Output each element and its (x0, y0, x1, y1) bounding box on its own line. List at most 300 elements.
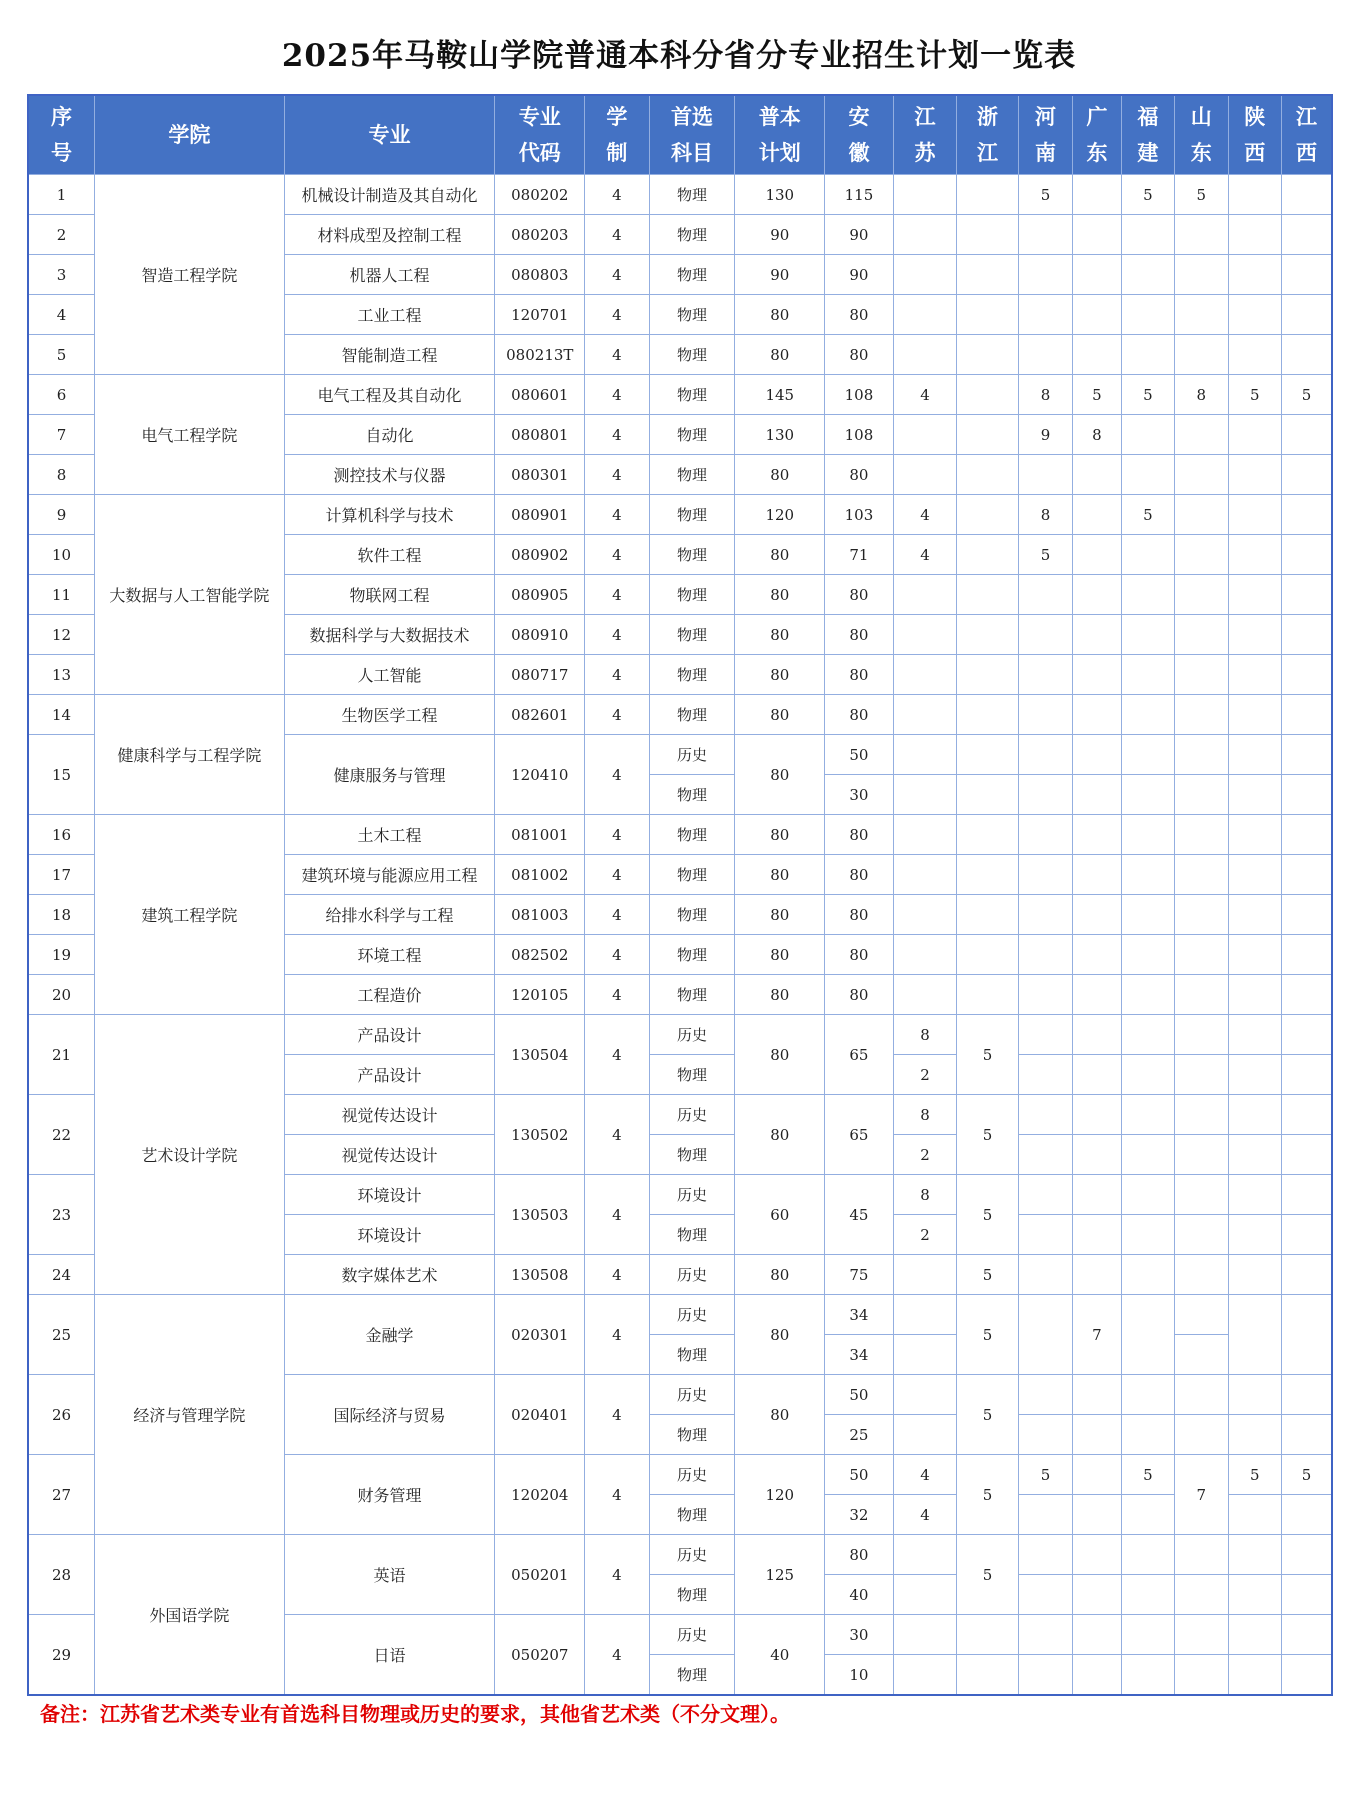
table-cell: 80 (735, 815, 825, 855)
table-cell (957, 535, 1019, 575)
table-cell: 4 (585, 615, 650, 655)
table-cell: 4 (585, 255, 650, 295)
table-cell (957, 175, 1019, 215)
table-cell (1121, 695, 1174, 735)
table-cell: 健康服务与管理 (284, 735, 495, 815)
table-cell: 8 (1073, 415, 1121, 455)
table-cell (1121, 1495, 1174, 1535)
table-cell: 视觉传达设计 (284, 1095, 495, 1135)
table-cell (1175, 575, 1228, 615)
table-cell (1018, 335, 1072, 375)
table-cell (1228, 1495, 1281, 1535)
table-cell (1175, 1655, 1228, 1696)
table-cell (1073, 1375, 1121, 1415)
table-cell: 物理 (649, 535, 735, 575)
table-cell: 历史 (649, 1295, 735, 1335)
table-cell: 5 (1018, 1455, 1072, 1495)
table-cell: 日语 (284, 1615, 495, 1696)
table-cell (1228, 735, 1281, 775)
table-cell: 4 (893, 1495, 957, 1535)
table-cell: 国际经济与贸易 (284, 1375, 495, 1455)
table-cell: 计算机科学与技术 (284, 495, 495, 535)
table-cell (893, 855, 957, 895)
table-cell: 4 (28, 295, 95, 335)
table-cell (1121, 655, 1174, 695)
table-cell: 建筑环境与能源应用工程 (284, 855, 495, 895)
table-cell (1281, 535, 1332, 575)
table-cell: 8 (893, 1175, 957, 1215)
table-cell: 2 (893, 1215, 957, 1255)
table-cell (1281, 1215, 1332, 1255)
table-cell: 80 (825, 655, 894, 695)
table-cell: 金融学 (284, 1295, 495, 1375)
table-cell: 081002 (495, 855, 585, 895)
table-cell (1281, 1655, 1332, 1696)
table-cell (1228, 1175, 1281, 1215)
table-cell: 4 (585, 1375, 650, 1455)
table-cell: 软件工程 (284, 535, 495, 575)
table-cell: 5 (1121, 375, 1174, 415)
table-header-row (28, 95, 1332, 175)
table-cell: 物理 (649, 1215, 735, 1255)
table-cell: 4 (585, 655, 650, 695)
table-cell: 智造工程学院 (95, 175, 285, 375)
table-cell: 80 (735, 535, 825, 575)
table-cell (1018, 1415, 1072, 1455)
table-cell (1073, 1415, 1121, 1455)
table-cell (1073, 695, 1121, 735)
table-cell: 80 (735, 1095, 825, 1175)
table-cell: 环境设计 (284, 1175, 495, 1215)
table-cell (1121, 1575, 1174, 1615)
table-cell: 080910 (495, 615, 585, 655)
table-cell (1018, 935, 1072, 975)
table-cell: 7 (1073, 1295, 1121, 1375)
table-cell (1175, 455, 1228, 495)
table-cell: 物理 (649, 1415, 735, 1455)
table-cell: 80 (825, 855, 894, 895)
table-cell: 5 (957, 1375, 1019, 1455)
table-cell: 5 (957, 1095, 1019, 1175)
table-cell: 80 (825, 895, 894, 935)
table-cell: 80 (825, 1535, 894, 1575)
table-cell: 7 (28, 415, 95, 455)
table-cell (1281, 215, 1332, 255)
table-cell (1281, 1535, 1332, 1575)
table-cell: 历史 (649, 1455, 735, 1495)
column-header: 河 南 (1018, 95, 1072, 175)
table-cell (1228, 1615, 1281, 1655)
table-cell (893, 295, 957, 335)
table-cell: 80 (735, 895, 825, 935)
table-cell (1228, 535, 1281, 575)
table-cell: 物理 (649, 815, 735, 855)
table-cell: 120410 (495, 735, 585, 815)
table-cell (1121, 1375, 1174, 1415)
table-cell: 5 (1018, 535, 1072, 575)
table-cell: 130503 (495, 1175, 585, 1255)
table-cell (1228, 1215, 1281, 1255)
table-cell: 自动化 (284, 415, 495, 455)
table-cell: 120105 (495, 975, 585, 1015)
table-cell (1175, 735, 1228, 775)
table-cell: 英语 (284, 1535, 495, 1615)
table-cell: 艺术设计学院 (95, 1015, 285, 1295)
table-cell (957, 655, 1019, 695)
table-cell (957, 255, 1019, 295)
table-cell: 5 (957, 1015, 1019, 1095)
table-cell (1073, 1175, 1121, 1215)
table-cell (1175, 1295, 1228, 1335)
table-cell: 工业工程 (284, 295, 495, 335)
table-cell: 物联网工程 (284, 575, 495, 615)
table-cell: 物理 (649, 455, 735, 495)
table-cell: 80 (735, 455, 825, 495)
table-cell: 4 (585, 295, 650, 335)
table-cell: 120 (735, 495, 825, 535)
table-cell: 082601 (495, 695, 585, 735)
column-header: 陕 西 (1228, 95, 1281, 175)
table-cell: 5 (957, 1175, 1019, 1255)
table-cell: 34 (825, 1295, 894, 1335)
table-cell (1175, 1375, 1228, 1415)
table-cell: 环境工程 (284, 935, 495, 975)
table-cell: 50 (825, 1455, 894, 1495)
table-cell (957, 215, 1019, 255)
table-cell: 17 (28, 855, 95, 895)
table-cell (1121, 535, 1174, 575)
table-cell (1018, 735, 1072, 775)
table-cell: 健康科学与工程学院 (95, 695, 285, 815)
table-cell (1073, 975, 1121, 1015)
table-cell: 80 (735, 655, 825, 695)
table-cell (1175, 895, 1228, 935)
table-cell (957, 375, 1019, 415)
table-cell (893, 1655, 957, 1696)
table-cell (1121, 455, 1174, 495)
table-cell: 物理 (649, 575, 735, 615)
table-cell: 历史 (649, 1175, 735, 1215)
table-cell: 大数据与人工智能学院 (95, 495, 285, 695)
table-cell (957, 895, 1019, 935)
table-cell (1281, 815, 1332, 855)
table-cell: 125 (735, 1535, 825, 1615)
table-cell: 081001 (495, 815, 585, 855)
table-cell: 物理 (649, 615, 735, 655)
table-cell: 29 (28, 1615, 95, 1696)
table-cell: 4 (893, 495, 957, 535)
table-cell: 16 (28, 815, 95, 855)
table-cell (1175, 1095, 1228, 1135)
table-cell: 4 (893, 535, 957, 575)
table-cell (1121, 735, 1174, 775)
table-cell: 080905 (495, 575, 585, 615)
table-cell: 10 (825, 1655, 894, 1696)
table-cell (1281, 575, 1332, 615)
table-cell: 5 (1228, 1455, 1281, 1495)
table-cell (893, 1255, 957, 1295)
table-cell (1073, 855, 1121, 895)
table-cell (1281, 1575, 1332, 1615)
table-cell (1175, 655, 1228, 695)
table-cell (1121, 1095, 1174, 1135)
footnote: 备注：江苏省艺术类专业有首选科目物理或历史的要求，其他省艺术类（不分文理）。 (40, 1702, 790, 1726)
table-cell: 75 (825, 1255, 894, 1295)
table-cell: 25 (825, 1415, 894, 1455)
table-cell (1073, 775, 1121, 815)
table-cell (1018, 575, 1072, 615)
table-cell: 120701 (495, 295, 585, 335)
table-cell: 71 (825, 535, 894, 575)
table-cell (1228, 1135, 1281, 1175)
table-cell (957, 815, 1019, 855)
table-cell (1018, 975, 1072, 1015)
table-cell (1175, 1135, 1228, 1175)
table-cell (1121, 1535, 1174, 1575)
table-cell: 5 (957, 1455, 1019, 1535)
table-cell: 10 (28, 535, 95, 575)
table-cell: 108 (825, 415, 894, 455)
table-cell: 050207 (495, 1615, 585, 1696)
table-cell (1175, 1015, 1228, 1055)
table-cell: 智能制造工程 (284, 335, 495, 375)
table-cell (1018, 1535, 1072, 1575)
table-cell (1121, 615, 1174, 655)
table-cell (1228, 695, 1281, 735)
table-cell: 历史 (649, 1375, 735, 1415)
table-cell: 80 (735, 575, 825, 615)
table-cell (1228, 215, 1281, 255)
table-cell: 80 (735, 855, 825, 895)
table-cell (1073, 1655, 1121, 1696)
table-cell: 7 (1175, 1455, 1228, 1535)
table-cell: 32 (825, 1495, 894, 1535)
table-cell (1228, 1095, 1281, 1135)
table-cell: 120 (735, 1455, 825, 1535)
table-cell (1018, 1015, 1072, 1055)
table-cell: 130504 (495, 1015, 585, 1095)
table-cell: 11 (28, 575, 95, 615)
table-cell (1281, 175, 1332, 215)
table-cell: 4 (585, 735, 650, 815)
table-cell (1018, 1615, 1072, 1655)
table-cell (893, 335, 957, 375)
column-header: 专业 代码 (495, 95, 585, 175)
table-cell (1073, 495, 1121, 535)
table-cell: 108 (825, 375, 894, 415)
table-cell (1073, 615, 1121, 655)
column-header: 学院 (95, 95, 285, 175)
table-cell (893, 1535, 957, 1575)
table-cell: 13 (28, 655, 95, 695)
table-cell (1281, 1015, 1332, 1055)
table-cell: 4 (585, 695, 650, 735)
table-cell: 80 (735, 615, 825, 655)
table-cell (1228, 255, 1281, 295)
table-cell (1281, 295, 1332, 335)
table-cell (1281, 1095, 1332, 1135)
table-cell (1018, 815, 1072, 855)
table-cell (1073, 895, 1121, 935)
table-cell (1121, 295, 1174, 335)
table-cell: 物理 (649, 1575, 735, 1615)
column-header: 浙 江 (957, 95, 1019, 175)
table-cell (893, 775, 957, 815)
table-cell (1175, 1615, 1228, 1655)
table-cell (1175, 975, 1228, 1015)
table-cell (1281, 495, 1332, 535)
table-cell: 4 (585, 215, 650, 255)
table-cell: 机械设计制造及其自动化 (284, 175, 495, 215)
table-cell (957, 455, 1019, 495)
table-row (28, 1015, 1332, 1055)
table-cell: 90 (735, 215, 825, 255)
table-cell: 5 (1281, 375, 1332, 415)
table-cell: 4 (585, 1455, 650, 1535)
table-cell (1121, 895, 1174, 935)
column-header: 学 制 (585, 95, 650, 175)
table-cell: 90 (825, 255, 894, 295)
table-cell (1175, 335, 1228, 375)
table-cell (1073, 295, 1121, 335)
column-header: 江 西 (1281, 95, 1332, 175)
table-cell: 8 (1018, 495, 1072, 535)
table-cell: 5 (1175, 175, 1228, 215)
table-cell (1281, 1495, 1332, 1535)
table-cell: 物理 (649, 855, 735, 895)
table-cell (893, 1375, 957, 1415)
table-cell (1228, 1575, 1281, 1615)
table-cell: 人工智能 (284, 655, 495, 695)
table-cell: 历史 (649, 1615, 735, 1655)
table-cell: 物理 (649, 495, 735, 535)
table-cell (1018, 1575, 1072, 1615)
table-cell (1121, 1615, 1174, 1655)
table-cell (1228, 175, 1281, 215)
table-cell: 4 (585, 815, 650, 855)
table-cell: 4 (893, 1455, 957, 1495)
table-cell (957, 415, 1019, 455)
table-cell (1121, 1055, 1174, 1095)
table-cell (1175, 1335, 1228, 1375)
table-cell (1281, 1295, 1332, 1375)
table-cell (1175, 1255, 1228, 1295)
table-cell: 80 (825, 575, 894, 615)
table-cell (1073, 455, 1121, 495)
table-cell (893, 215, 957, 255)
table-cell: 27 (28, 1455, 95, 1535)
table-cell: 5 (1121, 495, 1174, 535)
table-cell: 4 (585, 1255, 650, 1295)
table-cell: 081003 (495, 895, 585, 935)
table-row (28, 1295, 1332, 1335)
table-cell: 4 (585, 1175, 650, 1255)
table-cell (1175, 1215, 1228, 1255)
table-cell: 5 (1121, 1455, 1174, 1495)
table-cell: 080213T (495, 335, 585, 375)
table-cell (1073, 735, 1121, 775)
table-cell (1228, 935, 1281, 975)
table-cell: 物理 (649, 335, 735, 375)
table-cell: 050201 (495, 1535, 585, 1615)
table-cell (1281, 455, 1332, 495)
table-cell (1073, 1495, 1121, 1535)
table-cell (893, 895, 957, 935)
table-cell (1228, 495, 1281, 535)
table-cell: 80 (735, 975, 825, 1015)
table-cell (893, 655, 957, 695)
table-cell (1018, 1375, 1072, 1415)
table-cell (957, 335, 1019, 375)
table-cell (1281, 255, 1332, 295)
table-row (28, 1535, 1332, 1575)
enrollment-plan-table (27, 94, 1333, 1696)
table-cell: 土木工程 (284, 815, 495, 855)
table-cell: 130 (735, 415, 825, 455)
table-cell: 8 (893, 1015, 957, 1055)
table-cell (1018, 1295, 1072, 1375)
table-cell (1228, 815, 1281, 855)
page-title: 2025年马鞍山学院普通本科分省分专业招生计划一览表 (281, 38, 1077, 74)
table-cell (1281, 1175, 1332, 1215)
table-cell (1121, 335, 1174, 375)
table-cell: 物理 (649, 1135, 735, 1175)
table-cell: 1 (28, 175, 95, 215)
table-cell (1018, 215, 1072, 255)
table-cell (1073, 175, 1121, 215)
table-cell: 4 (585, 535, 650, 575)
table-cell: 80 (825, 455, 894, 495)
table-cell (957, 575, 1019, 615)
table-cell: 工程造价 (284, 975, 495, 1015)
table-cell: 视觉传达设计 (284, 1135, 495, 1175)
table-cell: 80 (825, 295, 894, 335)
table-cell: 生物医学工程 (284, 695, 495, 735)
table-cell (893, 735, 957, 775)
table-cell (1228, 575, 1281, 615)
table-cell: 物理 (649, 975, 735, 1015)
table-cell (1281, 1135, 1332, 1175)
table-cell: 080301 (495, 455, 585, 495)
table-row (28, 695, 1332, 735)
table-cell: 80 (735, 935, 825, 975)
table-cell (1281, 855, 1332, 895)
table-cell (1073, 1455, 1121, 1495)
table-cell: 120204 (495, 1455, 585, 1535)
table-cell: 5 (1228, 375, 1281, 415)
table-cell: 19 (28, 935, 95, 975)
table-cell (893, 695, 957, 735)
table-cell: 80 (735, 1295, 825, 1375)
table-body (28, 175, 1332, 1696)
table-cell: 材料成型及控制工程 (284, 215, 495, 255)
table-cell (957, 615, 1019, 655)
table-cell (1175, 775, 1228, 815)
table-cell: 5 (1018, 175, 1072, 215)
table-cell (1018, 1095, 1072, 1135)
table-cell: 145 (735, 375, 825, 415)
table-cell: 4 (585, 1615, 650, 1696)
table-cell: 20 (28, 975, 95, 1015)
table-cell (1281, 615, 1332, 655)
table-cell: 2 (28, 215, 95, 255)
table-cell: 2 (893, 1055, 957, 1095)
table-cell: 4 (585, 975, 650, 1015)
table-cell (1018, 1055, 1072, 1095)
table-cell (1175, 815, 1228, 855)
table-cell: 财务管理 (284, 1455, 495, 1535)
table-cell: 4 (585, 935, 650, 975)
